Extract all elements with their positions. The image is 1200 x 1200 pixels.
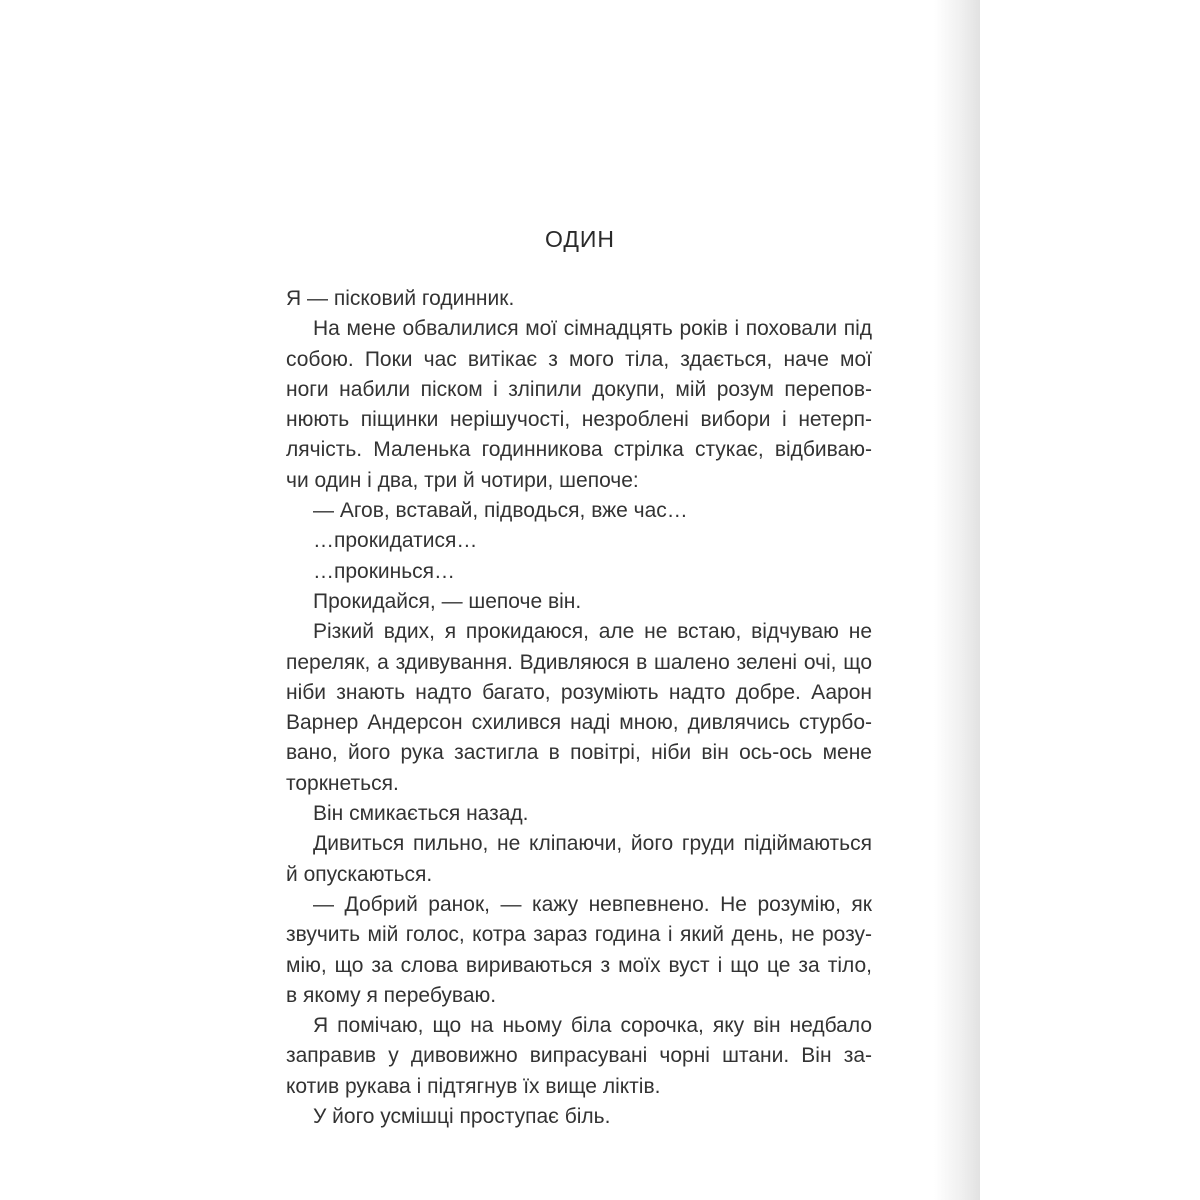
text-line: …прокинься… xyxy=(313,559,456,583)
text-line: Прокидайся, — шепоче він. xyxy=(313,589,582,613)
text-line: На мене обвалилися мої сімнадцять років і поховали під xyxy=(313,317,872,341)
text-line: Варнер Андерсон схилився наді мною, дивлячись стурбо- xyxy=(286,711,872,735)
text-line: чи один і два, три й чотири, шепоче: xyxy=(286,468,639,492)
text-line: Я помічаю, що на ньому біла сорочка, яку він недбало xyxy=(313,1014,872,1038)
text-line: Я — пісковий годинник. xyxy=(286,287,515,310)
text-line: собою. Поки час витікає з мого тіла, здається, наче мої xyxy=(286,347,872,371)
text-line: котив рукава і підтягнув їх вище ліктів. xyxy=(286,1074,661,1098)
text-line: лячість. Маленька годинникова стрілка стукає, відбиваю- xyxy=(286,438,872,462)
text-line: й опускаються. xyxy=(286,862,433,886)
text-line: торкнеться. xyxy=(286,771,399,795)
chapter-body-text xyxy=(286,284,872,1132)
chapter-title: ОДИН xyxy=(544,226,616,252)
text-line: Дивиться пильно, не кліпаючи, його груди підіймаються xyxy=(313,832,872,856)
text-line: У його усмішці проступає біль. xyxy=(313,1105,611,1129)
text-line: в якому я перебуваю. xyxy=(286,983,497,1007)
text-line: ноги набили піском і зліпили докупи, мій розум перепов- xyxy=(286,377,872,401)
text-line: Він смикається назад. xyxy=(313,802,529,826)
text-line: — Добрий ранок, — кажу невпевнено. Не розумію, як xyxy=(313,892,872,916)
text-line: ніби знають надто багато, розуміють надто добре. Аарон xyxy=(286,680,872,704)
text-line: заправив у дивовижно випрасувані чорні штани. Він за- xyxy=(286,1044,872,1068)
text-line: мію, що за слова вириваються з моїх вуст і що це за тіло, xyxy=(286,953,872,977)
text-line: вано, його рука застигла в повітрі, ніби він ось-ось мене xyxy=(286,741,872,765)
page-edge-shadow xyxy=(934,0,980,1200)
text-line: — Агов, вставай, підводься, вже час… xyxy=(313,499,688,523)
text-line: переляк, а здивування. Вдивляюся в шалено зелені очі, що xyxy=(286,650,872,674)
text-line: …прокидатися… xyxy=(313,529,478,553)
text-line: нюють піщинки нерішучості, незроблені вибори і нетерп- xyxy=(286,408,872,432)
text-line: звучить мій голос, котра зараз година і який день, не розу- xyxy=(286,923,872,947)
text-line: Різкий вдих, я прокидаюся, але не встаю, відчуваю не xyxy=(313,620,872,644)
